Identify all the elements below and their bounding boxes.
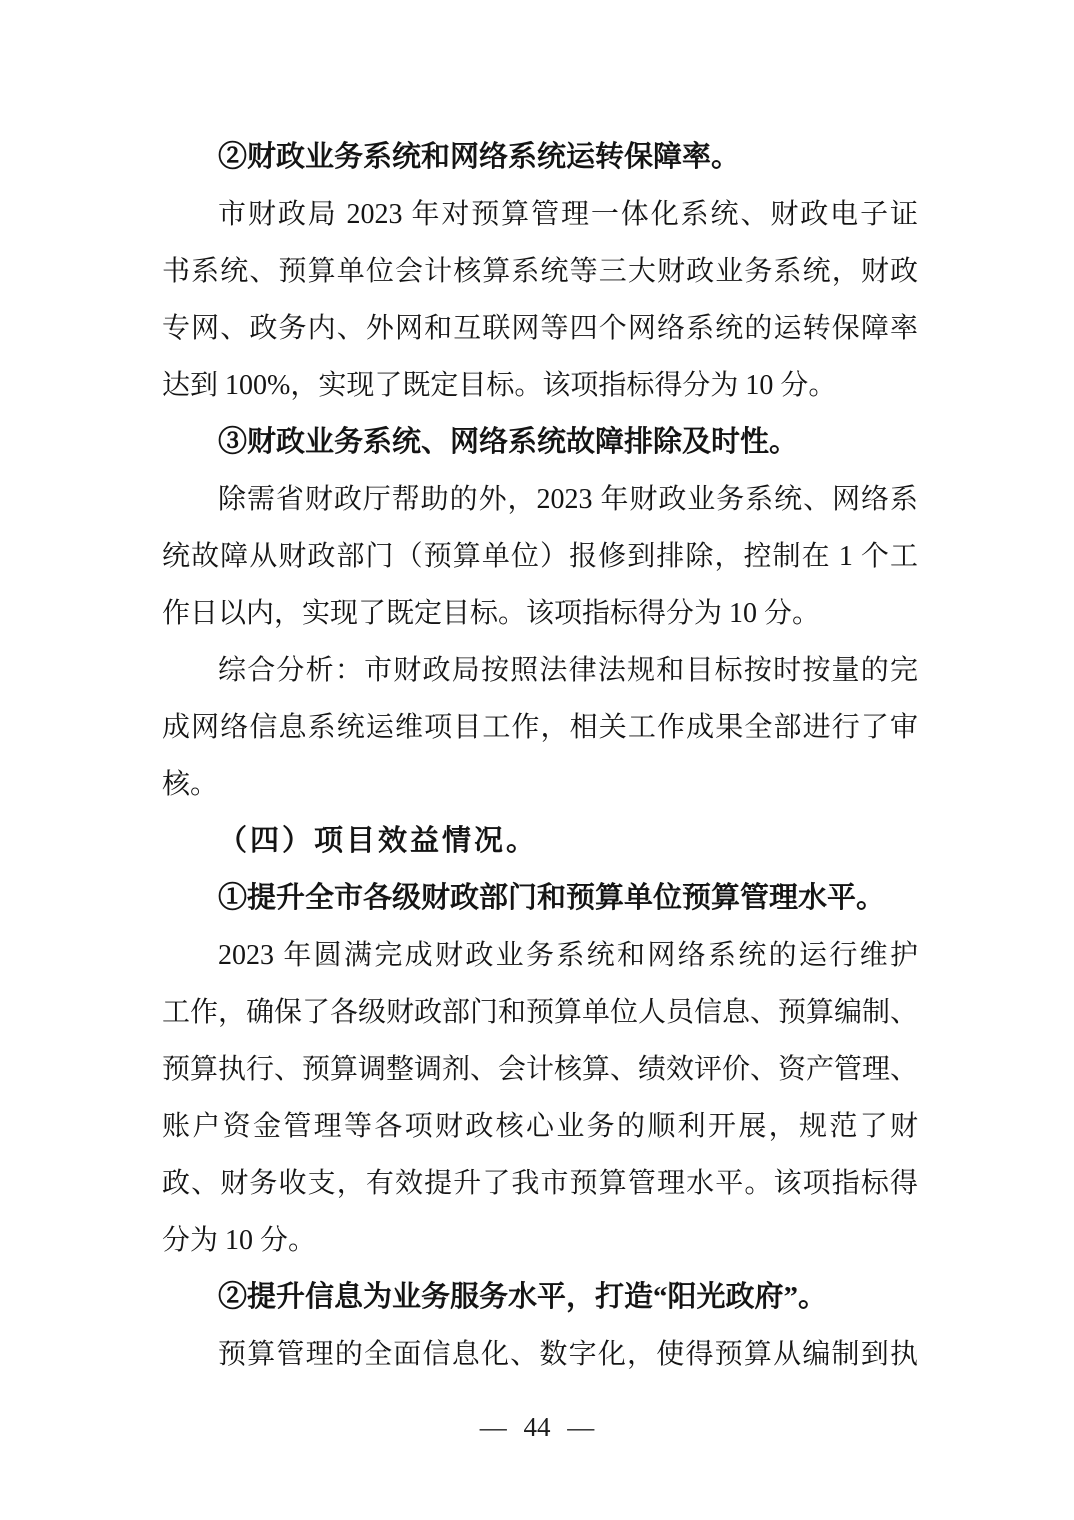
text-line: 工作，确保了各级财政部门和预算单位人员信息、预算编制、: [162, 997, 919, 1028]
text-line: 统故障从财政部门（预算单位）报修到排除，控制在 1 个工: [162, 541, 918, 572]
text-line: 市财政局 2023 年对预算管理一体化系统、财政电子证: [218, 199, 918, 230]
text-line: 综合分析：市财政局按照法律法规和目标按时按量的完: [218, 655, 918, 686]
page-footer: [0, 1399, 1074, 1456]
text-line: 分为 10 分。: [162, 1225, 317, 1256]
text-line: 达到 100%，实现了既定目标。该项指标得分为 10 分。: [162, 370, 837, 401]
text-line: 政、财务收支，有效提升了我市预算管理水平。该项指标得: [162, 1168, 918, 1199]
text-line: 除需省财政厅帮助的外，2023 年财政业务系统、网络系: [218, 484, 918, 515]
heading-line: ②财政业务系统和网络系统运转保障率。: [218, 141, 741, 173]
text-line: 书系统、预算单位会计核算系统等三大财政业务系统，财政: [162, 256, 918, 287]
heading-line: （四）项目效益情况。: [218, 825, 539, 857]
text-line: 账户资金管理等各项财政核心业务的顺利开展，规范了财: [162, 1111, 918, 1142]
document-body: [162, 129, 918, 1383]
text-line: 预算执行、预算调整调剂、会计核算、绩效评价、资产管理、: [162, 1054, 919, 1085]
text-line: 成网络信息系统运维项目工作，相关工作成果全部进行了审: [162, 712, 918, 743]
text-line: 2023 年圆满完成财政业务系统和网络系统的运行维护: [218, 940, 918, 971]
text-line: 核。: [162, 769, 219, 800]
heading-line: ③财政业务系统、网络系统故障排除及时性。: [218, 426, 799, 458]
text-line: 作日以内，实现了既定目标。该项指标得分为 10 分。: [162, 598, 821, 629]
text-line: 预算管理的全面信息化、数字化，使得预算从编制到执: [218, 1339, 918, 1370]
text-line: 专网、政务内、外网和互联网等四个网络系统的运转保障率: [162, 313, 918, 344]
page-number: — 44 —: [479, 1412, 595, 1442]
heading-line: ②提升信息为业务服务水平，打造“阳光政府”。: [218, 1281, 828, 1313]
heading-line: ①提升全市各级财政部门和预算单位预算管理水平。: [218, 882, 886, 914]
